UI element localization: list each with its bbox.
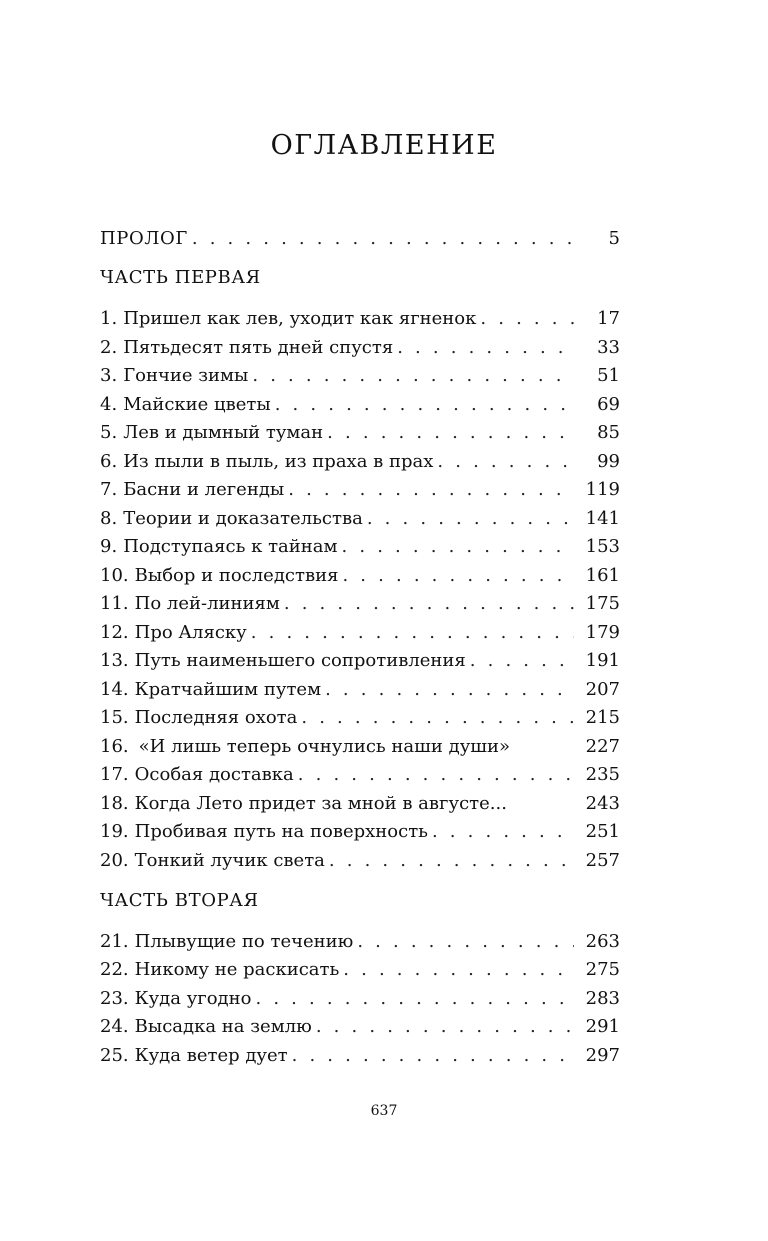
toc-entry-page: 141: [585, 508, 620, 529]
toc-entry: [100, 362, 620, 390]
toc-entry-number: 13.: [100, 650, 129, 671]
toc-entry: [100, 985, 620, 1013]
toc-entry-page: 291: [585, 1016, 620, 1037]
toc-entry-page: 51: [597, 365, 620, 386]
toc-leader-dots: [470, 647, 574, 675]
toc-leader-dots: [342, 533, 574, 561]
toc-entry-page: 215: [585, 707, 620, 728]
toc-entry: [100, 928, 620, 956]
toc-entry-number: 8.: [100, 508, 118, 529]
toc-entry: [100, 1013, 620, 1041]
toc-leader-dots: [342, 562, 574, 590]
toc-leader-dots: [192, 225, 574, 253]
toc-entry-number: 22.: [100, 959, 129, 980]
toc-entry-page: 235: [585, 764, 620, 785]
toc-entry-label: Пробивая путь на поверхность: [134, 821, 428, 842]
toc-entry-prologue: [100, 225, 620, 253]
toc-entry: [100, 419, 620, 447]
toc-entry-page: 119: [585, 479, 620, 500]
toc-entry-page: 69: [597, 394, 620, 415]
toc-entry-number: 4.: [100, 394, 118, 415]
toc-leader-dots: [480, 305, 574, 333]
toc-entry-label: Когда Лето придет за мной в августе...: [134, 793, 507, 814]
toc-leader-dots: [325, 676, 574, 704]
toc-entry: [100, 619, 620, 647]
part-heading: ЧАСТЬ ВТОРАЯ: [100, 890, 259, 911]
toc-entry-label: ПРОЛОГ: [100, 228, 188, 249]
toc-entry-label: Из пыли в пыль, из праха в прах: [123, 451, 434, 472]
toc-entry-page: 161: [585, 565, 620, 586]
toc-entry-page: 243: [585, 793, 620, 814]
toc-entry-page: 257: [585, 850, 620, 871]
toc-entry-label: Никому не раскисать: [134, 959, 340, 980]
toc-entry: [100, 704, 620, 732]
toc-entry-page: 175: [585, 593, 620, 614]
toc-leader-dots: [432, 818, 574, 846]
page-number: 637: [370, 1103, 398, 1119]
toc-entry-page: 153: [585, 536, 620, 557]
toc-entry-number: 2.: [100, 337, 118, 358]
toc-entry: [100, 647, 620, 675]
toc-entry-label: Высадка на землю: [134, 1016, 312, 1037]
toc-entry-number: 11.: [100, 593, 129, 614]
toc-leader-dots: [255, 985, 574, 1013]
toc-entry: [100, 847, 620, 875]
toc-entry-page: 191: [585, 650, 620, 671]
toc-entry-number: 3.: [100, 365, 118, 386]
toc-entry: [100, 448, 620, 476]
toc-entry-label: Выбор и последствия: [134, 565, 339, 586]
toc-entry-number: 12.: [100, 622, 129, 643]
toc-entry-page: 207: [585, 679, 620, 700]
toc-entry-page: 263: [585, 931, 620, 952]
toc-entry: [100, 562, 620, 590]
toc-entry-label: «И лишь теперь очнулись наши души»: [138, 736, 511, 757]
toc-entry: [100, 476, 620, 504]
toc-entry-page: 179: [585, 622, 620, 643]
toc-leader-dots: [251, 619, 574, 647]
toc-entry: [100, 334, 620, 362]
toc-leader-dots: [437, 448, 574, 476]
toc-leader-dots: [316, 1013, 574, 1041]
toc-entry-label: Плывущие по течению: [134, 931, 354, 952]
toc-leader-dots: [298, 761, 574, 789]
toc-entry-page: 5: [608, 228, 620, 249]
toc-entry-page: 99: [597, 451, 620, 472]
toc-entry-number: 19.: [100, 821, 129, 842]
toc-entry-label: Пятьдесят пять дней спустя: [123, 337, 394, 358]
toc-entry-label: Куда угодно: [134, 988, 252, 1009]
toc-entry-page: 297: [585, 1045, 620, 1066]
toc-entry-label: Лев и дымный туман: [123, 422, 324, 443]
toc-entry: [100, 533, 620, 561]
toc-entry: [100, 676, 620, 704]
toc-leader-dots: [284, 590, 574, 618]
toc-leader-dots: [292, 1042, 574, 1070]
toc-entry-label: Куда ветер дует: [134, 1045, 288, 1066]
toc-leader-dots: [343, 956, 574, 984]
toc-entry-page: 283: [585, 988, 620, 1009]
toc-entry: [100, 590, 620, 618]
toc-entry-number: 21.: [100, 931, 129, 952]
toc-leader-dots: [357, 928, 574, 956]
toc-entry: [100, 505, 620, 533]
toc-leader-dots: [288, 476, 574, 504]
toc-entry-number: 10.: [100, 565, 129, 586]
toc-entry-label: Подступаясь к тайнам: [123, 536, 338, 557]
page-title: ОГЛАВЛЕНИЕ: [270, 130, 498, 161]
toc-entry: [100, 956, 620, 984]
toc-entry-label: Гончие зимы: [123, 365, 249, 386]
toc-leader-dots: [301, 704, 574, 732]
toc-leader-dots: [329, 847, 574, 875]
toc-entry: [100, 1042, 620, 1070]
toc-entry: [100, 818, 620, 846]
toc-entry: [100, 305, 620, 333]
toc-entry: [100, 391, 620, 419]
toc-entry-page: 251: [585, 821, 620, 842]
toc-entry-number: 14.: [100, 679, 129, 700]
toc-leader-dots: [252, 362, 574, 390]
toc-entry-label: Майские цветы: [123, 394, 271, 415]
toc-leader-dots: [367, 505, 574, 533]
toc-leader-dots: [327, 419, 574, 447]
toc-leader-dots: [275, 391, 574, 419]
toc-entry-label: По лей-линиям: [134, 593, 280, 614]
toc-entry-label: Про Аляску: [134, 622, 247, 643]
toc-entry-number: 5.: [100, 422, 118, 443]
toc-entry-page: 17: [597, 308, 620, 329]
toc-entry-label: Тонкий лучик света: [134, 850, 325, 871]
toc-entry-number: 20.: [100, 850, 129, 871]
toc-entry: [100, 790, 620, 818]
part-heading: ЧАСТЬ ПЕРВАЯ: [100, 267, 261, 288]
toc-entry: [100, 761, 620, 789]
toc-entry-number: 17.: [100, 764, 129, 785]
toc-entry-label: Пришел как лев, уходит как ягненок: [123, 308, 477, 329]
toc-entry-label: Особая доставка: [134, 764, 294, 785]
toc-entry-number: 16.: [100, 736, 129, 757]
toc-entry-label: Теории и доказательства: [123, 508, 363, 529]
toc-entry: [100, 733, 620, 761]
toc-entry-number: 9.: [100, 536, 118, 557]
toc-entry-number: 7.: [100, 479, 118, 500]
toc-entry-number: 1.: [100, 308, 118, 329]
toc-entry-number: 25.: [100, 1045, 129, 1066]
toc-entry-page: 227: [585, 736, 620, 757]
toc-entry-label: Кратчайшим путем: [134, 679, 322, 700]
toc-entry-label: Последняя охота: [134, 707, 298, 728]
toc-entry-page: 33: [597, 337, 620, 358]
toc-entry-number: 15.: [100, 707, 129, 728]
toc-entry-number: 18.: [100, 793, 129, 814]
toc-entry-number: 24.: [100, 1016, 129, 1037]
toc-entry-label: Басни и легенды: [123, 479, 285, 500]
toc-leader-dots: [397, 334, 574, 362]
toc-entry-page: 85: [597, 422, 620, 443]
toc-entry-label: Путь наименьшего сопротивления: [134, 650, 466, 671]
toc-entry-number: 23.: [100, 988, 129, 1009]
toc-entry-number: 6.: [100, 451, 118, 472]
toc-entry-page: 275: [585, 959, 620, 980]
